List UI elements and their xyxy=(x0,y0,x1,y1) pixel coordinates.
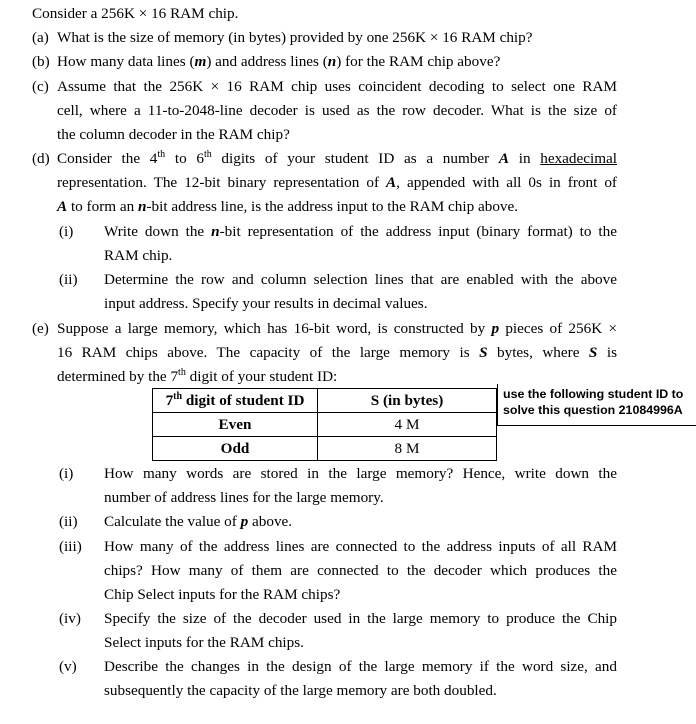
qd-i-line-1: Write down the n-bit representation of the address input (binary format) to the xyxy=(104,223,617,240)
qd-ii-line-1: Determine the row and column selection lines that are enabled with the above xyxy=(104,271,617,288)
qd-i-line-2: RAM chip. xyxy=(104,247,173,264)
qe-line-1: Suppose a large memory, which has 16-bit word, is constructed by p pieces of 256K × xyxy=(57,320,618,337)
qc-label: (c) xyxy=(32,78,49,95)
table-header-row xyxy=(153,389,497,413)
qc-line-3: the column decoder in the RAM chip? xyxy=(57,126,290,143)
qd-line-2: representation. The 12-bit binary representation of A, appended with all 0s in front of xyxy=(57,174,617,191)
note-line-2: solve this question 21084996A xyxy=(503,403,683,417)
qe-ii-line-1: Calculate the value of p above. xyxy=(104,513,293,530)
table-header-digit: 7th digit of student ID xyxy=(153,389,318,413)
qe-iv-label: (iv) xyxy=(59,610,81,627)
qa-text: What is the size of memory (in bytes) provided by one 256K × 16 RAM chip? xyxy=(57,29,533,46)
qe-iii-line-1: How many of the address lines are connected to the address inputs of all RAM xyxy=(104,538,617,555)
table-header-s: S (in bytes) xyxy=(318,389,497,413)
qe-line-3: determined by the 7th digit of your student ID: xyxy=(57,366,338,385)
qb-text: How many data lines (m) and address lines (n) for the RAM chip above? xyxy=(57,53,501,70)
intro-text: Consider a 256K × 16 RAM chip. xyxy=(32,5,239,22)
qb-label: (b) xyxy=(32,53,50,70)
table-cell-digit: Odd xyxy=(153,437,318,461)
qd-line-3: A to form an n-bit address line, is the address input to the RAM chip above. xyxy=(57,198,519,215)
qd-ii-line-2: input address. Specify your results in decimal values. xyxy=(104,295,428,312)
qe-ii-label: (ii) xyxy=(59,513,78,530)
qe-v-line-2: subsequently the capacity of the large memory are both doubled. xyxy=(104,682,497,699)
student-id-note xyxy=(497,384,696,426)
qe-i-line-2: number of address lines for the large memory. xyxy=(104,489,384,506)
qd-label: (d) xyxy=(32,150,50,167)
qe-i-label: (i) xyxy=(59,465,74,482)
qe-i-line-1: How many words are stored in the large memory? Hence, write down the xyxy=(104,465,617,482)
capacity-table xyxy=(152,388,497,461)
table-row xyxy=(153,413,497,437)
qe-iii-line-3: Chip Select inputs for the RAM chips? xyxy=(104,586,341,603)
qe-v-line-1: Describe the changes in the design of the large memory if the word size, and xyxy=(104,658,617,675)
table-cell-s: 8 M xyxy=(318,437,497,461)
qe-iv-line-1: Specify the size of the decoder used in the large memory to produce the Chip xyxy=(104,610,617,627)
qc-line-1: Assume that the 256K × 16 RAM chip uses coincident decoding to select one RAM xyxy=(57,78,617,95)
qd-line-1: Consider the 4th to 6th digits of your student ID as a number A in hexadecimal xyxy=(57,148,617,167)
hexadecimal-underlined: hexadecimal xyxy=(540,150,617,167)
qe-line-2: 16 RAM chips above. The capacity of the large memory is S bytes, where S is xyxy=(57,344,617,361)
qa-label: (a) xyxy=(32,29,49,46)
table-cell-digit: Even xyxy=(153,413,318,437)
qc-line-2: cell, where a 11-to-2048-line decoder is used as the row decoder. What is the size of xyxy=(57,102,617,119)
qe-iii-label: (iii) xyxy=(59,538,82,555)
table-row xyxy=(153,437,497,461)
qe-iv-line-2: Select inputs for the RAM chips. xyxy=(104,634,304,651)
qe-label: (e) xyxy=(32,320,49,337)
table-cell-s: 4 M xyxy=(318,413,497,437)
note-line-1: use the following student ID to xyxy=(503,387,684,401)
qd-i-label: (i) xyxy=(59,223,74,240)
qd-ii-label: (ii) xyxy=(59,271,78,288)
qe-iii-line-2: chips? How many of them are connected to the decoder which produces the xyxy=(104,562,617,579)
qe-v-label: (v) xyxy=(59,658,77,675)
